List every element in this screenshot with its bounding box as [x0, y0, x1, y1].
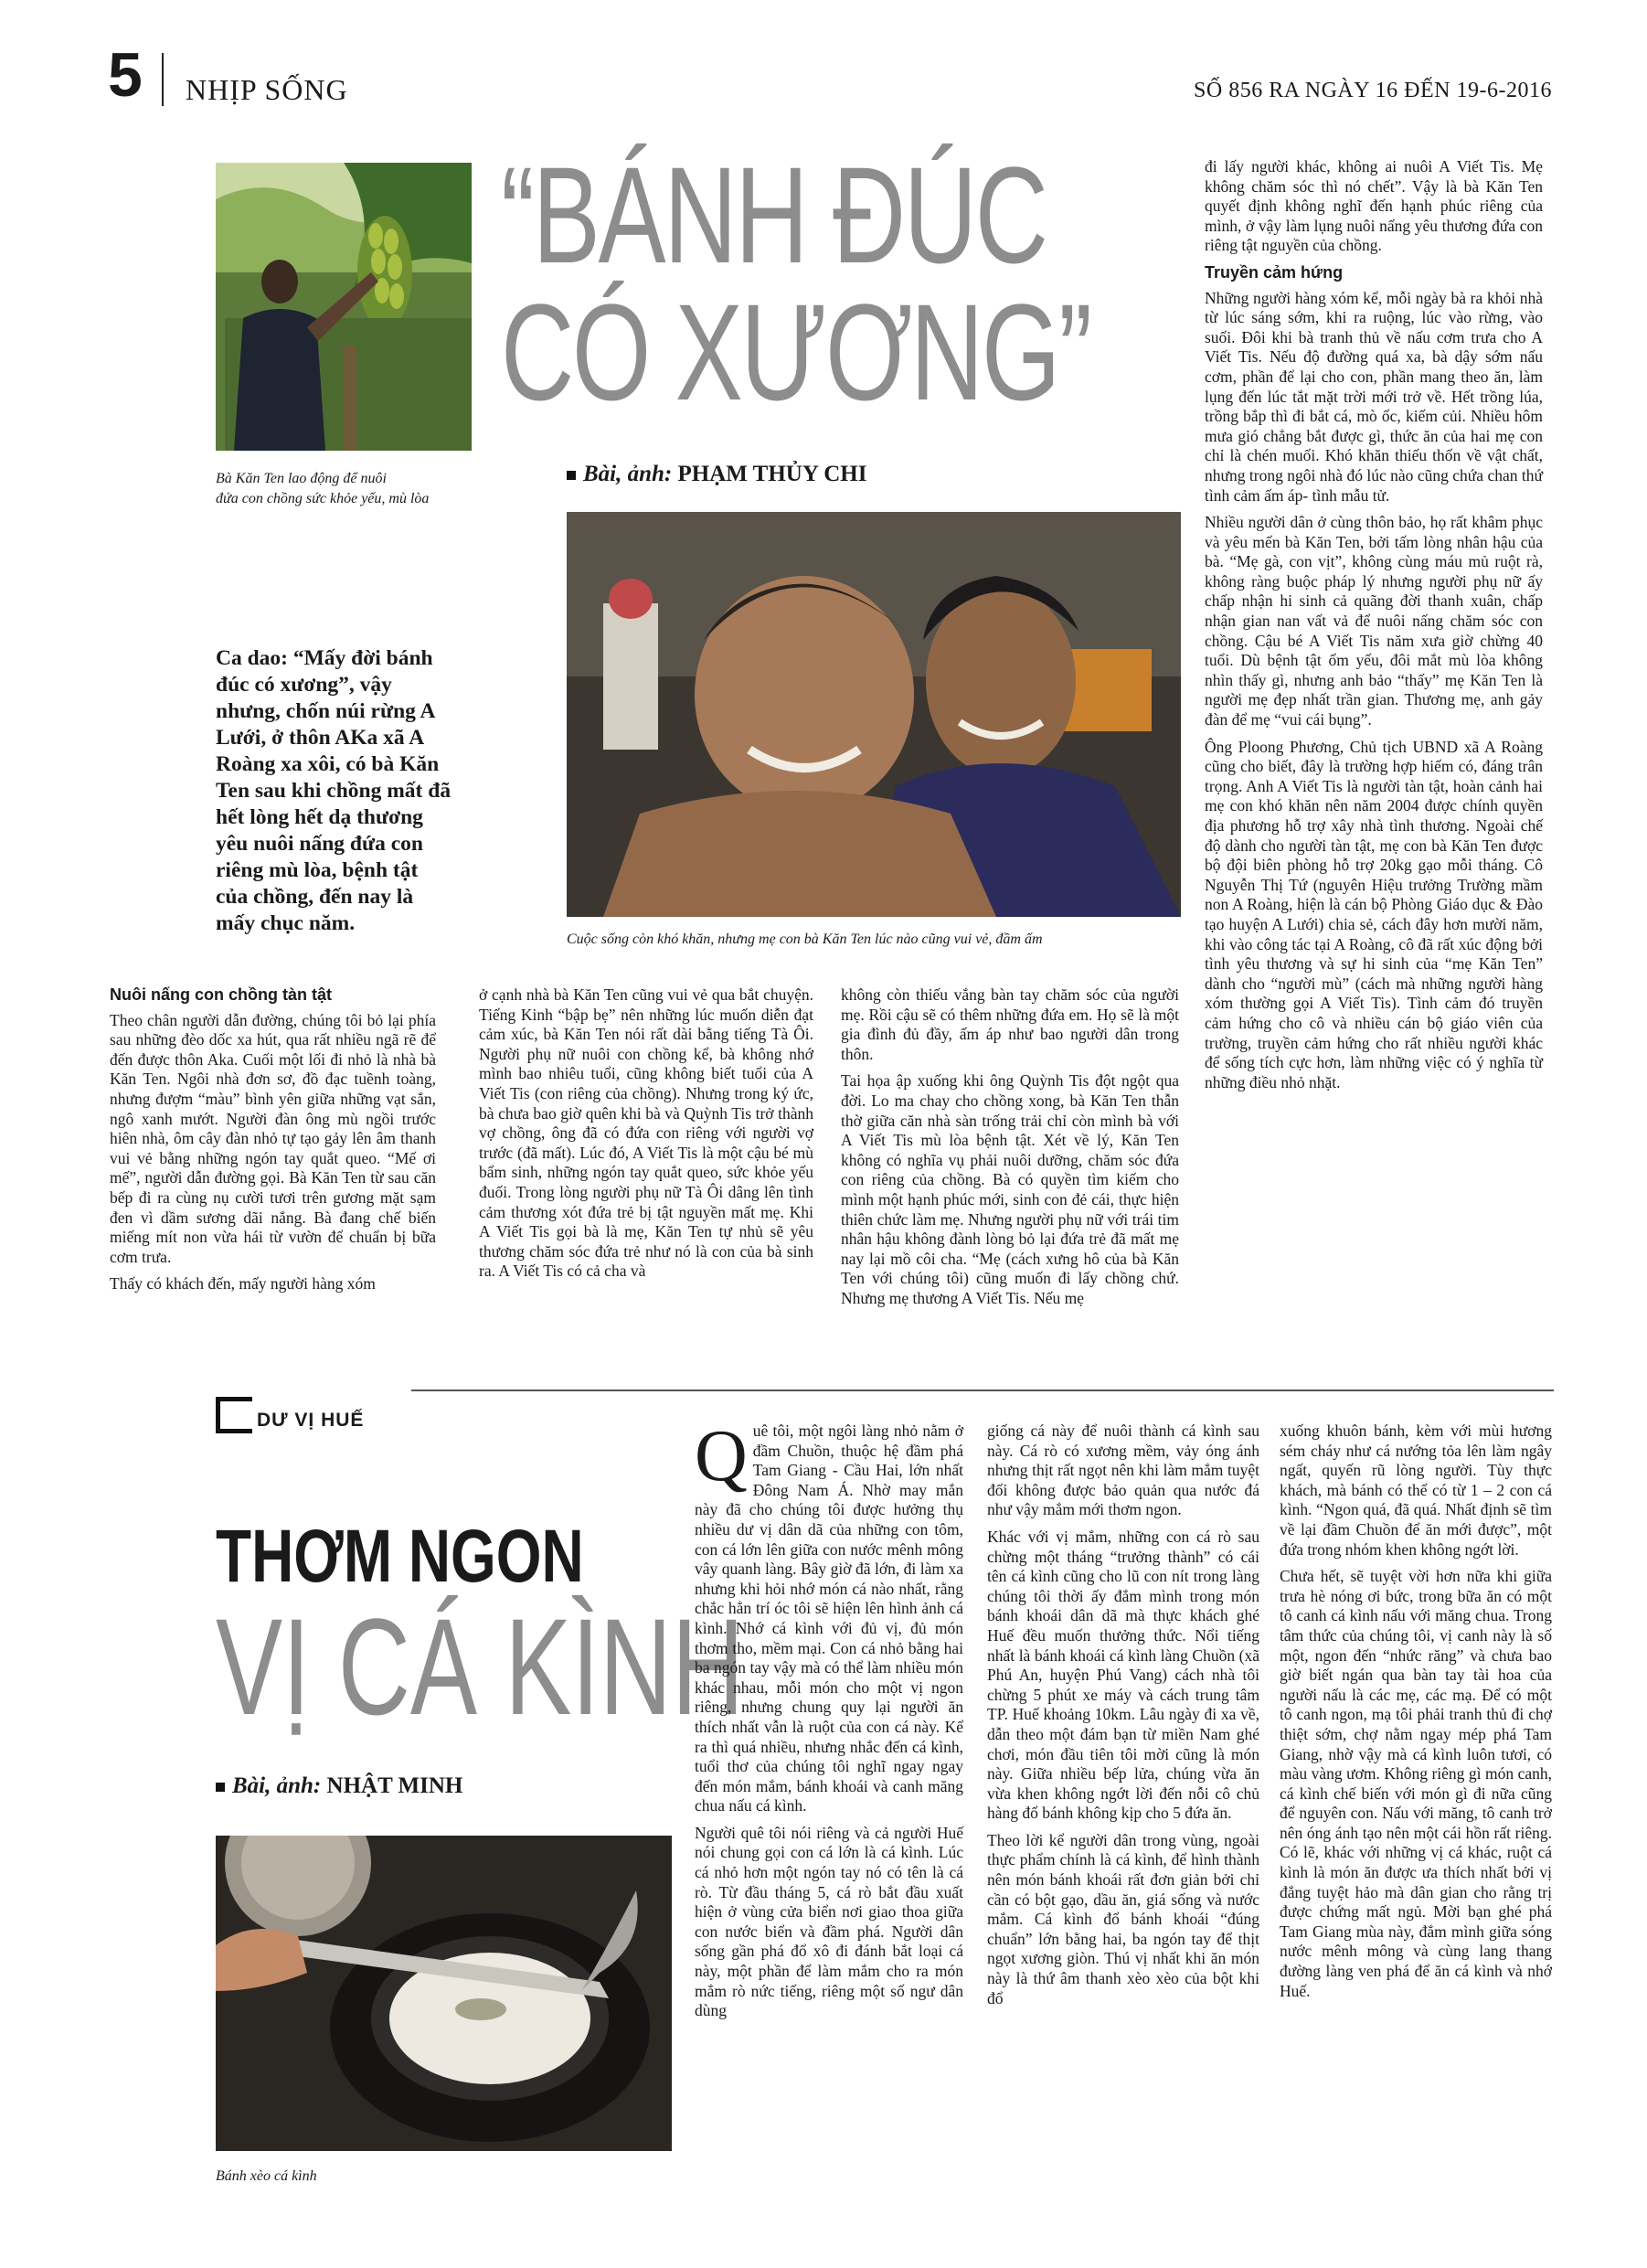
issue-info: SỐ 856 RA NGÀY 16 ĐẾN 19-6-2016 [1194, 79, 1552, 102]
paragraph: đi lấy người khác, không ai nuôi A Viết Tis. Mẹ không chăm sóc thì nó chết”. Vậy là bà Kăn Ten quyết định không nghĩ đến hạnh phúc riêng của mình, ở vậy làm lụng nuôi nấng yêu thương đứa con riêng tật nguyền của chồng. [1205, 157, 1543, 255]
paragraph: Theo chân người dẫn đường, chúng tôi bỏ lại phía sau những đèo dốc xa hút, qua rất nhiều ngã rẽ để đến được thôn Aka. Cuối một lối đi nhỏ là nhà bà Kăn Ten. Ngôi nhà đơn sơ, đồ đạc tuềnh toàng, nhưng đượm “màu” bình yên giữa những vạt sắn, ngô xanh mướt. Người đàn ông mù ngồi trước hiên nhà, ôm cây đàn nhỏ tự tạo gảy lên âm thanh vui vẻ bằng những ngón tay quắt queo. “Mế ơi mế”, người dẫn đường gọi. Bà Kăn Ten từ sau căn bếp đi ra cùng nụ cười tươi trên gương mặt sạm đen vì dầm sương dãi nắng. Bà đang chế biến miếng mít non vừa hái từ vườn để chuẩn bị bữa cơm trưa. [110, 1010, 436, 1266]
photo-kan-ten-garden [216, 163, 472, 451]
byline-bullet-icon [567, 471, 576, 480]
article1-lead: Ca dao: “Mấy đời bánh đúc có xương”, vậy nhưng, chốn núi rừng A Lưới, ở thôn AKa xã A Roàng xa xôi, có bà Kăn Ten sau khi chồng mất đã hết lòng hết dạ thương yêu nuôi nấng đứa con riêng mù lòa, bệnh tật của chồng, đến nay là mấy chục năm. [216, 646, 452, 935]
kicker-text: DƯ VỊ HUẾ [257, 1410, 365, 1431]
paragraph: xuống khuôn bánh, kèm với mùi hương sém cháy như cá nướng tỏa lên làm ngây ngất, quyến rũ lòng người. Tùy thực khách, mà bánh có thể có từ 1 – 2 con cá kình. “Ngon quá, đã quá. Nhất định sẽ tìm về lại đầm Chuồn để ăn mới được”, một đứa trong nhóm khen không ngớt lời. [1280, 1421, 1552, 1559]
paragraph: Thấy có khách đến, mấy người hàng xóm [110, 1274, 376, 1294]
byline-author: NHẬT MINH [326, 1773, 463, 1798]
kicker-bracket-icon [216, 1397, 252, 1433]
article1-column-1 [110, 985, 436, 1302]
page-number: 5 [108, 40, 143, 110]
article1-title [501, 138, 1090, 429]
article2-title-line2: VỊ CÁ KÌNH [216, 1590, 745, 1743]
byline-bullet-icon [216, 1783, 225, 1792]
section-title: NHỊP SỐNG [186, 73, 348, 106]
byline-label: Bài, ảnh: [583, 462, 673, 486]
byline-author: PHẠM THỦY CHI [677, 462, 867, 486]
header-divider [162, 53, 164, 106]
dropcap: Q [695, 1416, 748, 1496]
paragraph: Người quê tôi nói riêng và cả người Huế nói chung gọi con cá lớn là cá kình. Lúc cá nhỏ hơn một ngón tay nó có tên là cá rò. Từ đầu tháng 5, cá rò bắt đầu xuất hiện ở vùng cửa biển nơi giao thoa giữa con nước biển và đầm phá. Người dân sống gần phá đổ xô đi đánh bắt loại cá này, một phần để làm mắm cho ra món mắm rò nức tiếng, riêng một số ngư dân dùng [695, 1823, 963, 2020]
paragraph: Những người hàng xóm kể, mỗi ngày bà ra khỏi nhà từ lúc sáng sớm, khi ra ruộng, lúc vào rừng, vào suối. Đôi khi bà tranh thủ về nấu cơm trưa cho A Viết Tis. Nếu độ đường quá xa, bà dậy sớm nấu cơm, phần để lại cho con, phần mang theo ăn, làm lụng đến lúc tắt mặt trời mới trở về. Hết trồng lúa, trồng bắp thì đi bắt cá, mò ốc, kiếm củi. Nhiều hôm mưa gió chẳng bắt được gì, thức ăn của hai mẹ con chỉ là chén muối. Khó khăn thiếu thốn về vật chất, nhưng trong ngôi nhà đó lúc nào cũng chứa chan thứ tình cảm ấm áp- tình mẫu tử. [1205, 288, 1543, 505]
paragraph: Khác với vị mắm, những con cá rò sau chừng một tháng “trưởng thành” có cái tên cá kình cũng cho lũ con nít trong làng chúng tôi thời ấy đắm mình trong món bánh khoái dân dã mà thực khách ghé Huế đều muốn thưởng thức. Nổi tiếng nhất là bánh khoái cá kình làng Chuồn (xã Phú An, huyện Phú Vang) cách nhà tôi chừng 5 phút xe máy và cách trung tâm TP. Huế khoảng 10km. Lâu ngày đi xa về, dẫn theo một đám bạn từ miền Nam ghé chơi, món đầu tiên tôi mời cũng là món này. Giữa nhiều bếp lửa, chúng vừa ăn vừa khen không ngớt lời đến nỗi cô chủ hàng đổ bánh không kịp cho 5 đứa ăn. [987, 1527, 1259, 1823]
article2-column-2 [987, 1421, 1259, 2016]
byline-label: Bài, ảnh: [232, 1773, 322, 1798]
photo-banh-xeo [216, 1836, 672, 2151]
article1-title-line1: “BÁNH ĐÚC [501, 138, 1047, 292]
article1-column-2 [479, 985, 813, 1289]
paragraph: Ông Ploong Phương, Chủ tịch UBND xã A Roàng cũng cho biết, đây là trường hợp hiếm có, đáng trân trọng. Anh A Viết Tis là người tàn tật, hoàn cảnh hai mẹ con khó khăn nên năm 2004 được chính quyền địa phương hỗ trợ xây nhà tình thương. Ngoài chế độ dành cho người tàn tật, mẹ con bà Kăn Ten được bộ đội biên phòng hỗ trợ 20kg gạo mỗi tháng. Cô Nguyễn Thị Tứ (nguyên Hiệu trưởng Trường mầm non A Roàng, hiện là cán bộ Phòng Giáo dục & Đào tạo huyện A Lưới) chia sẻ, cách đây hơn mười năm, khi vào công tác tại A Roàng, cô đã rất xúc động bởi tình yêu thương và sự hi sinh của “mẹ Kăn Ten” dành cho “người mù” (cách mà những người hàng xóm thường gọi A Viết Tis). Tình cảm đó truyền cảm hứng cho cô và nhiều cán bộ giáo viên của trường, truyền cảm hứng cho rất nhiều người khác để sống tích cực hơn, làm những việc có ý nghĩa từ những điều nhỏ nhặt. [1205, 737, 1543, 1091]
article1-column-4 [1205, 157, 1543, 1100]
article2-photo-caption: Bánh xèo cá kình [216, 2168, 317, 2184]
paragraph: ở cạnh nhà bà Kăn Ten cũng vui vẻ qua bắt chuyện. Tiếng Kinh “bập bẹ” nên những lúc muốn diễn đạt cảm xúc, bà Kăn Ten nói rất dài bằng tiếng Tà Ôi. Người phụ nữ nuôi con chồng kể, bà không nhớ mình bao nhiêu tuổi, cũng không biết tuổi của A Viết Tis (con riêng của chồng). Nhưng trong ký ức, bà chưa bao giờ quên khi bà và Quỳnh Tis trở thành vợ chồng, ông đã có đứa con riêng với người vợ trước (đã mất). Lúc đó, A Viết Tis là một cậu bé mù bẩm sinh, những ngón tay quắt queo, sức khỏe yếu đuối. Trong lòng người phụ nữ Tà Ôi dâng lên tình cảm thương xót đứa trẻ bị tật nguyền mất mẹ. Khi A Viết Tis gọi bà là mẹ, Kăn Ten tự nhủ sẽ yêu thương chăm sóc đứa trẻ như nó là con của bà sinh ra. A Viết Tis có cả cha và [479, 985, 813, 1281]
paragraph: Theo lời kể người dân trong vùng, ngoài thực phẩm chính là cá kình, để hình thành nên món bánh khoái rất đơn giản bởi chỉ cần có bột gạo, dầu ăn, giá sống và nước mắm. Cá kình đổ bánh khoái “đúng chuẩn” lớn bằng hai, ba ngón tay để thịt ngọt xương giòn. Thú vị nhất khi ăn món này là thứ âm thanh xèo xèo của bột khi đổ [987, 1830, 1259, 2007]
paragraph-text: uê tôi, một ngôi làng nhỏ nằm ở đầm Chuồn, thuộc hệ đầm phá Tam Giang - Cầu Hai, lớn nhất Đông Nam Á. Nhờ may mắn này đã cho chúng tôi được hưởng thụ nhiều dư vị dân dã của những con tôm, con cá lớn lên giữa con nước mênh mông vây quanh làng. Bây giờ đã lớn, đi làm xa nhưng khi hỏi nhớ món cá nào nhất, rằng chắc hẳn trí óc tôi sẽ hiện lên hình ảnh cá kình. Nhớ cá kình với đủ vị, đủ món thơm tho, mềm mại. Con cá nhỏ bằng hai ba ngón tay vậy mà có thể làm nhiều món khác nhau, mỗi món cho một vị ngon riêng, nhưng chung quy lại người ăn thích nhất vẫn là ruột của con cá này. Kể ra thì quá nhiều, nhưng nhắc đến cá kình, tuổi thơ của chúng tôi nghĩ ngay ngay đến món mắm, bánh khoái và canh măng chua nấu cá kình. [695, 1421, 963, 1815]
paragraph: Nhiều người dân ở cùng thôn bảo, họ rất khâm phục và yêu mến bà Kăn Ten, bởi tấm lòng nhân hậu của bà. “Mẹ gà, con vịt”, không cùng máu mủ ruột rà, không ràng buộc pháp lý nhưng người phụ nữ ấy chấp nhận hi sinh cả quãng đời thanh xuân, chấp nhận gian nan vất vả để nuôi nấng chăm sóc con chồng. Cậu bé A Viết Tis năm xưa giờ chừng 40 tuổi. Dù bệnh tật ốm yếu, đôi mắt mù lòa không nhìn thấy gì, nhưng anh bảo “thấy” mẹ Kăn Ten là người mẹ đẹp nhất trần gian. Thương mẹ, anh gảy đàn để mẹ “vui cái bụng”. [1205, 513, 1543, 729]
article2-byline [216, 1773, 462, 1799]
section-divider [411, 1390, 1554, 1391]
photo2-caption: Cuộc sống còn khó khăn, nhưng mẹ con bà Kăn Ten lúc nào cũng vui vẻ, đầm ấm [567, 932, 1043, 947]
photo1-caption: Bà Kăn Ten lao động để nuôi đứa con chồng sức khỏe yếu, mù lòa [216, 471, 430, 506]
article1-subhead-2: Truyền cảm hứng [1205, 262, 1344, 282]
article1-byline [567, 462, 866, 487]
article2-title-line1: THƠM NGON [216, 1515, 584, 1598]
article2-column-3 [1280, 1421, 1552, 2008]
article1-subhead-1: Nuôi nấng con chồng tàn tật [110, 985, 332, 1004]
paragraph [695, 1416, 963, 1816]
article2-column-1 [695, 1416, 963, 2028]
article1-column-3 [841, 985, 1179, 1316]
article1-title-line2: CÓ XƯƠNG” [501, 275, 1090, 429]
paragraph: không còn thiếu vắng bàn tay chăm sóc của người mẹ. Rồi cậu sẽ có thêm những đứa em. Họ sẽ là một gia đình đủ đầy, ấm áp như bao người dân trong thôn. [841, 985, 1179, 1063]
paragraph: Tai họa ập xuống khi ông Quỳnh Tis đột ngột qua đời. Lo ma chay cho chồng xong, bà Kăn Ten thẫn thờ giữa căn nhà sàn trống trải chỉ còn mình bà với A Viết Tis mù lòa bệnh tật. Xét về lý, Kăn Ten không có nghĩa vụ phải nuôi dưỡng, chăm sóc đứa con riêng của chồng. Bà có quyền tìm kiếm cho mình một hạnh phúc mới, sinh con đẻ cái, thực hiện thiên chức làm mẹ. Nhưng người phụ nữ với trái tim nhân hậu không đành lòng bỏ lại đứa trẻ đã mất mẹ nay lại mồ côi cha. “Mẹ (cách xưng hô của bà Kăn Ten với chúng tôi) cũng muốn đi lấy chồng chứ. Nhưng mẹ thương A Viết Tis. Nếu mẹ [841, 1071, 1179, 1307]
paragraph: giống cá này để nuôi thành cá kình sau này. Cá rò có xương mềm, vảy óng ánh nhưng thịt rất ngọt nên khi làm mắm tuyệt đối không được bảo quản qua nước đá như vậy mắm mới thơm ngon. [987, 1421, 1259, 1519]
photo-mother-son [567, 512, 1181, 917]
paragraph: Chưa hết, sẽ tuyệt vời hơn nữa khi giữa trưa hè nóng ơi bức, trong bữa ăn có một tô canh cá kình nấu với măng chua. Trong tâm thức của chúng tôi, vị canh này là số một, ngon đến “nhức răng” và chưa bao giờ biết ngán qua bàn tay tài hoa của người nấu là các mẹ, các mạ. Để có một tô canh ngon, mạ tôi phải tranh thủ đi chợ thiệt sớm, chợ nằm ngay mép phá Tam Giang, nhờ vậy mà cá kình luôn tươi, có màu vàng ươm. Không riêng gì món canh, cá kình chế biến với món gì đi nữa cũng để nguyên con. Nấu với măng, tô canh trở nên óng ánh tạo nên một cái hồn rất riêng. Có lẽ, khác với những vị cá khác, ruột cá kình là món ăn được ưa thích nhất bởi vị đắng tuyệt hảo mà dân gian cho rằng trị được chứng mất ngủ. Mời bạn ghé phá Tam Giang mùa này, đắm mình giữa sóng nước mênh mông và cùng lang thang đường làng ven phá để ăn cá kình và nhớ Huế. [1280, 1567, 1552, 2000]
